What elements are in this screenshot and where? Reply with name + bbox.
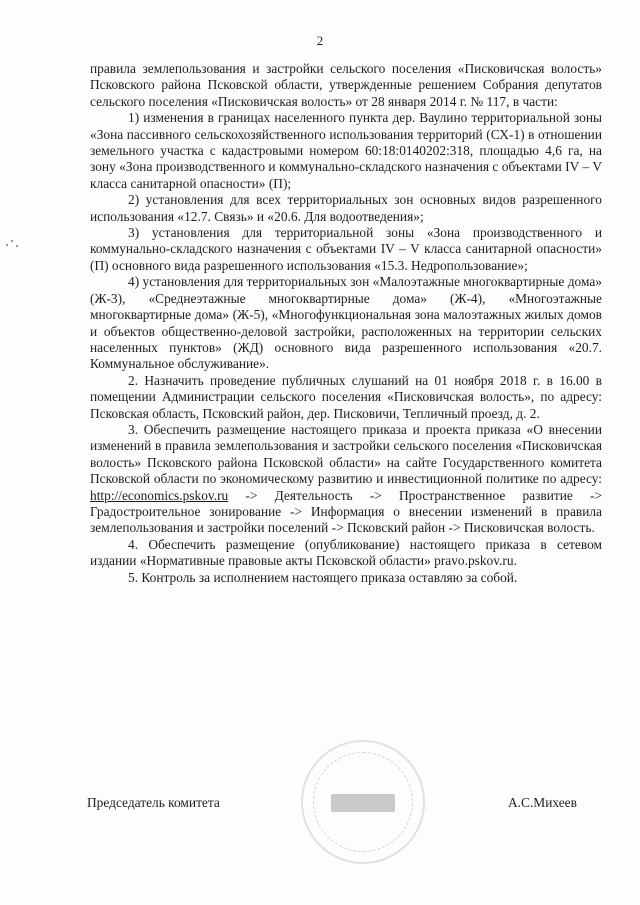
paragraph-4: 4. Обеспечить размещение (опубликование) настоящего приказа в сетевом издании «Нормативные правовые акты Псковской области» pravo.pskov.ru. <box>90 536 602 569</box>
list-item-1: 1) изменения в границах населенного пункта дер. Ваулино территориальной зоны «Зона пассивного сельскохозяйственного использования территорий (СХ-1) в отношении земельного участка с кадастровыми номером 60:18:0140202:318, площадью 4,6 га, на зону «Зона производственного и коммунально-складского назначения с объектами IV – V класса санитарной опасности» (П); <box>90 110 602 191</box>
page-number: 2 <box>316 33 324 48</box>
economics-site-link[interactable]: http://economics.pskov.ru <box>90 487 229 503</box>
signature-title: Председатель комитета <box>87 795 220 810</box>
stamp-label-band <box>331 794 395 812</box>
paragraph-3-text-end: -> Деятельность -> Пространственное развитие -> Градостроительное зонирование -> Информация о внесении изменений в правила землепользования и застройки поселений -> Псковский район -> Писковичская волость. <box>90 487 602 536</box>
list-item-4: 4) установления для территориальных зон «Малоэтажные многоквартирные дома» (Ж-3), «Среднеэтажные многоквартирные дома» (Ж-4), «Многоэтажные многоквартирные дома» (Ж-5), «Многофункциональная зона малоэтажных жилых домов и объектов общественно-деловой застройки, расположенных на территории сельских населенных пунктов» (ЖД) основного вида разрешенного использования «20.7. Коммунальное обслуживание». <box>90 274 602 372</box>
signature-name: А.С.Михеев <box>508 795 577 810</box>
list-item-2: 2) установления для всех территориальных зон основных видов разрешенного использования «12.7. Связь» и «20.6. Для водоотведения»; <box>90 192 602 224</box>
paragraph-3 <box>90 422 602 537</box>
document-body <box>90 61 602 586</box>
paragraph-3-text-start: 3. Обеспечить размещение настоящего приказа и проекта приказа «О внесении изменений в правила землепользования и застройки сельского поселения «Писковичская волость» Псковского района Псковской области» на сайте Государственного комитета Псковской области по экономическому развитию и инвестиционной политике по адресу: <box>90 421 602 487</box>
scan-speck-marks <box>6 238 20 250</box>
list-item-3: 3) установления для территориальной зоны «Зона производственного и коммунально-складского назначения с объектами IV – V класса санитарной опасности» (П) основного вида разрешенного использования «15.3. Недропользование»; <box>90 225 602 273</box>
paragraph-2: 2. Назначить проведение публичных слушаний на 01 ноября 2018 г. в 16.00 в помещении Администрации сельского поселения «Писковичская волость», по адресу: Псковская область, Псковский район, дер. Писковичи, Тепличный проезд, д. 2. <box>90 372 602 421</box>
intro-paragraph: правила землепользования и застройки сельского поселения «Писковичская волость» Псковского района Псковской области, утвержденные решением Собрания депутатов сельского поселения «Писковичская волость» от 28 января 2014 г. № 117, в части: <box>90 61 602 109</box>
official-stamp <box>301 740 425 864</box>
paragraph-5: 5. Контроль за исполнением настоящего приказа оставляю за собой. <box>128 569 518 585</box>
